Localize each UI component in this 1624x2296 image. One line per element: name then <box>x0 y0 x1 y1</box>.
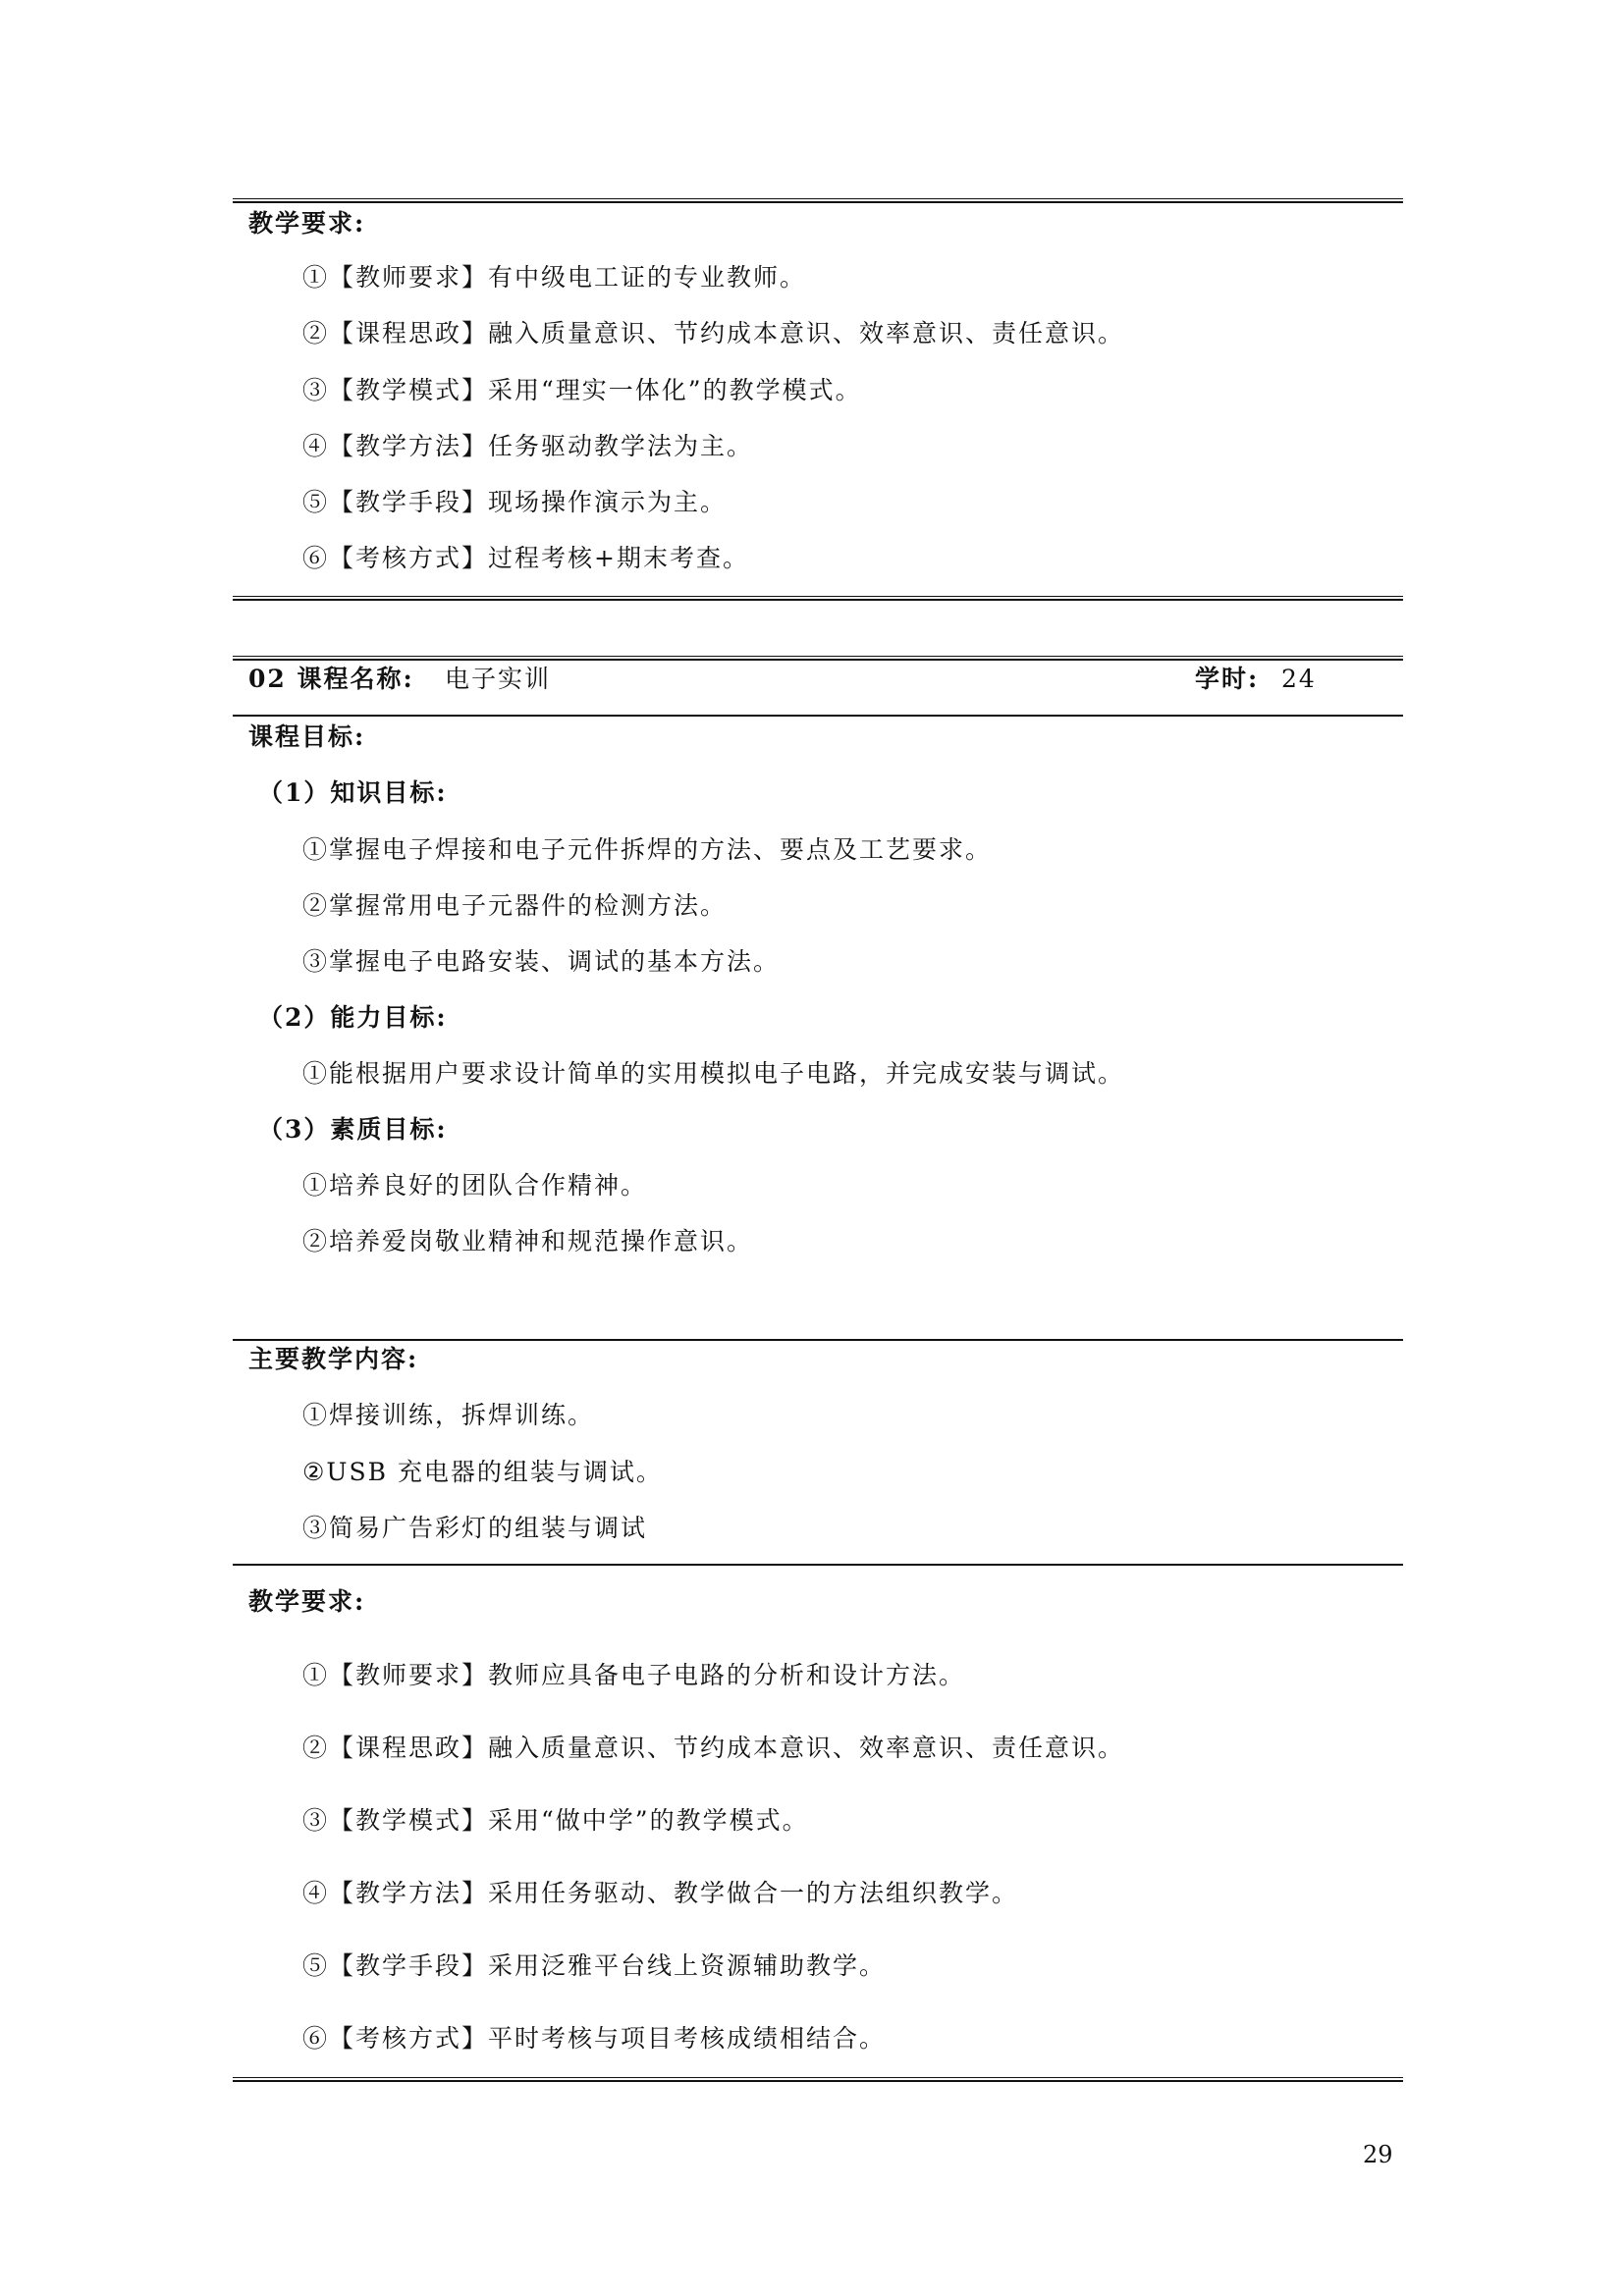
content-bottom-rule <box>233 1564 1403 1566</box>
knowledge-item: ①掌握电子焊接和电子元件拆焊的方法、要点及工艺要求。 <box>302 835 993 864</box>
bottom-double-rule <box>233 2077 1403 2082</box>
quality-item: ①培养良好的团队合作精神。 <box>302 1171 648 1200</box>
content-item: ①焊接训练，拆焊训练。 <box>302 1401 595 1429</box>
teaching-requirements-heading: 教学要求: <box>248 1587 366 1616</box>
ability-objectives-heading: （2）能力目标: <box>258 1003 448 1032</box>
requirement-item: ⑥【考核方式】过程考核+期末考查。 <box>302 544 749 572</box>
course-header-bottom-rule <box>233 715 1403 717</box>
requirement-item: ③【教学模式】采用“理实一体化”的教学模式。 <box>302 376 862 404</box>
knowledge-objectives-heading: （1）知识目标: <box>258 778 448 807</box>
requirement-item: ④【教学方法】任务驱动教学法为主。 <box>302 432 754 460</box>
course-name-label: 02 课程名称: <box>248 665 414 693</box>
course-header-top-rule <box>233 656 1403 661</box>
course-name-value: 电子实训 <box>445 665 552 693</box>
main-content-heading: 主要教学内容: <box>248 1345 419 1373</box>
requirement-item: ②【课程思政】融入质量意识、节约成本意识、效率意识、责任意识。 <box>302 1734 1125 1762</box>
section-end-double-rule <box>233 596 1403 601</box>
requirement-item: ①【教师要求】有中级电工证的专业教师。 <box>302 263 807 292</box>
course-hours-value: 24 <box>1281 665 1317 693</box>
content-top-rule <box>233 1339 1403 1341</box>
course-hours-label: 学时: <box>1195 665 1260 693</box>
content-item: ②USB 充电器的组装与调试。 <box>302 1458 663 1486</box>
top-double-rule <box>233 198 1403 203</box>
quality-item: ②培养爱岗敬业精神和规范操作意识。 <box>302 1227 754 1255</box>
ability-item: ①能根据用户要求设计简单的实用模拟电子电路，并完成安装与调试。 <box>302 1059 1125 1088</box>
knowledge-item: ③掌握电子电路安装、调试的基本方法。 <box>302 947 781 976</box>
page-number: 29 <box>1363 2141 1393 2168</box>
requirement-item: ②【课程思政】融入质量意识、节约成本意识、效率意识、责任意识。 <box>302 319 1125 347</box>
requirement-item: ⑤【教学手段】现场操作演示为主。 <box>302 488 728 516</box>
requirement-item: ④【教学方法】采用任务驱动、教学做合一的方法组织教学。 <box>302 1879 1019 1907</box>
requirement-item: ③【教学模式】采用“做中学”的教学模式。 <box>302 1806 809 1835</box>
requirement-item: ⑤【教学手段】采用泛雅平台线上资源辅助教学。 <box>302 1951 887 1980</box>
course-objectives-heading: 课程目标: <box>248 722 366 751</box>
teaching-requirements-heading: 教学要求: <box>248 209 366 238</box>
requirement-item: ⑥【考核方式】平时考核与项目考核成绩相结合。 <box>302 2024 887 2053</box>
knowledge-item: ②掌握常用电子元器件的检测方法。 <box>302 891 728 920</box>
requirement-item: ①【教师要求】教师应具备电子电路的分析和设计方法。 <box>302 1661 966 1689</box>
quality-objectives-heading: （3）素质目标: <box>258 1115 448 1144</box>
content-item: ③简易广告彩灯的组装与调试 <box>302 1514 648 1542</box>
